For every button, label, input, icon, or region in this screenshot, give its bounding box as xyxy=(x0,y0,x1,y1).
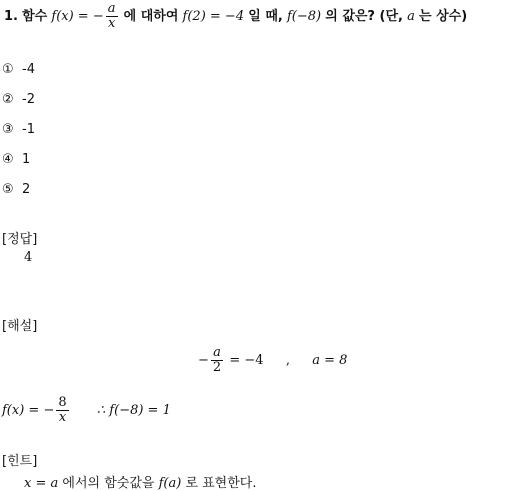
question-part-b: 에 대하여 xyxy=(123,9,179,24)
eq1-fraction xyxy=(211,346,223,375)
hint-expr: x = a xyxy=(24,476,59,491)
choice-2-mark: ② xyxy=(2,92,14,107)
question-part-e: 는 상수) xyxy=(419,9,468,24)
question-part-a: 함수 xyxy=(22,9,48,24)
question-fraction xyxy=(106,2,118,31)
choice-4-text: 1 xyxy=(22,152,31,167)
question-ask: f(−8) xyxy=(286,9,322,24)
question-frac-num: a xyxy=(107,1,116,16)
eq1-rhs: = −4 xyxy=(229,353,264,368)
hint-text-b: 로 표현한다. xyxy=(185,476,257,491)
choice-3-mark: ③ xyxy=(2,122,14,137)
choice-1-text: -4 xyxy=(22,62,35,77)
hint-text-a: 에서의 함숫값을 xyxy=(62,476,155,491)
choice-3-text: -1 xyxy=(22,122,35,137)
eq2-fraction xyxy=(56,396,68,425)
eq1-result: a = 8 xyxy=(312,353,348,368)
hint-expr-2: f(a) xyxy=(158,476,182,491)
eq2-frac-den: x xyxy=(58,410,67,425)
choice-5[interactable] xyxy=(2,182,30,197)
eq1-neg: − xyxy=(198,353,209,368)
choice-1-mark: ① xyxy=(2,62,14,77)
choice-2[interactable] xyxy=(2,92,35,107)
question-condition: f(2) = −4 xyxy=(182,9,245,24)
question-const: a xyxy=(407,9,415,24)
solution-label: [해설] xyxy=(2,319,38,334)
hint-text xyxy=(24,472,257,491)
eq2-result: ∴ f(−8) = 1 xyxy=(96,403,171,418)
choice-4[interactable] xyxy=(2,152,30,167)
choice-3[interactable] xyxy=(2,122,35,137)
question-text xyxy=(4,2,528,31)
hint-label: [힌트] xyxy=(2,454,38,469)
eq1-frac-den: 2 xyxy=(212,360,222,375)
question-number: 1. xyxy=(4,9,18,24)
choice-2-text: -2 xyxy=(22,92,35,107)
choice-5-text: 2 xyxy=(22,182,31,197)
choice-1[interactable] xyxy=(2,62,35,77)
choice-5-mark: ⑤ xyxy=(2,182,14,197)
choice-4-mark: ④ xyxy=(2,152,14,167)
answer-value: 4 xyxy=(24,250,33,265)
solution-equation-2 xyxy=(2,396,171,425)
eq1-separator: , xyxy=(285,353,290,368)
answer-label: [정답] xyxy=(2,232,38,247)
question-part-d: 의 값은? (단, xyxy=(325,9,403,24)
question-part-c: 일 때, xyxy=(248,9,283,24)
question-lhs: f(x) = − xyxy=(51,9,104,24)
question-frac-den: x xyxy=(107,16,116,31)
solution-equation-1 xyxy=(198,346,347,375)
eq2-frac-num: 8 xyxy=(58,395,67,410)
eq1-frac-num: a xyxy=(213,345,221,360)
eq2-lhs: f(x) = − xyxy=(2,403,55,418)
